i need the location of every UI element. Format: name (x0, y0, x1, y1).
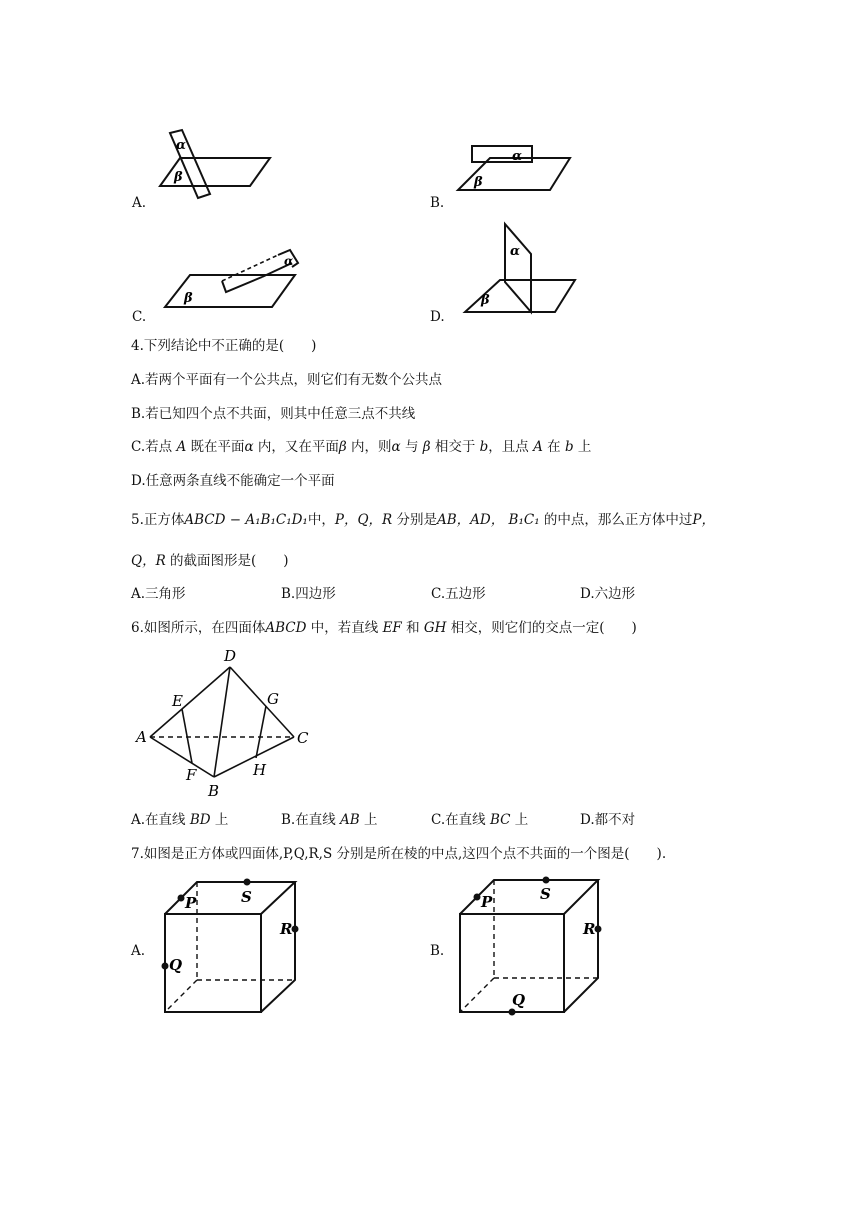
q6-label-h: H (253, 761, 267, 779)
q3-option-a-label: A. (132, 195, 147, 211)
q7-option-a-label: A. (131, 943, 146, 959)
q5-stem-line2: Q，R 的截面图形是( ) (131, 553, 289, 569)
q7b-label-s: S (540, 885, 551, 903)
q7a-point-r (292, 926, 299, 933)
q3b-alpha-label: α (512, 149, 523, 164)
q7a-point-q (162, 963, 169, 970)
q7a-label-r: R (280, 920, 293, 938)
q7a-label-s: S (241, 888, 252, 906)
q6-option-a: A.在直线 BD 上 (131, 812, 229, 828)
q4-option-a: A.若两个平面有一个公共点，则它们有无数个公共点 (131, 372, 443, 388)
q7-stem: 7.如图是正方体或四面体,P,Q,R,S 分别是所在棱的中点,这四个点不共面的一个图是( ). (131, 846, 667, 862)
q4-option-d: D.任意两条直线不能确定一个平面 (131, 473, 335, 489)
q3-figure-d (455, 222, 585, 317)
q3-figure-c (160, 245, 310, 313)
q7b-point-q (509, 1009, 516, 1016)
q7b-label-q: Q (512, 991, 526, 1009)
q7-cube-b (450, 872, 615, 1022)
q5-stem-line1: 5.正方体ABCD − A₁B₁C₁D₁中，P，Q，R 分别是AB，AD， B₁C₁ 的中点，那么正方体中过P， (131, 512, 715, 528)
q7-option-b-label: B. (430, 943, 445, 959)
q3d-beta-label: β (481, 293, 490, 308)
q3-option-c-label: C. (132, 309, 147, 325)
q5-option-b: B.四边形 (281, 586, 336, 602)
q3d-alpha-label: α (510, 244, 521, 259)
q7a-point-p (178, 895, 185, 902)
q6-label-e: E (172, 692, 183, 710)
q6-option-b: B.在直线 AB 上 (281, 812, 378, 828)
q3a-beta-label: β (174, 170, 183, 185)
q6-tetrahedron-figure (132, 645, 322, 805)
q7-cube-a (155, 872, 315, 1022)
q3-figure-a (150, 128, 280, 203)
q3b-beta-label: β (474, 175, 483, 190)
q5-option-d: D.六边形 (580, 586, 636, 602)
q5-option-c: C.五边形 (431, 586, 486, 602)
q4-option-b: B.若已知四个点不共面，则其中任意三点不共线 (131, 406, 416, 422)
q3c-alpha-label: α (284, 254, 294, 268)
q6-option-c: C.在直线 BC 上 (431, 812, 529, 828)
q6-label-d: D (224, 647, 237, 665)
q3-option-d-label: D. (430, 309, 445, 325)
q7b-label-r: R (583, 920, 596, 938)
q5-option-a: A.三角形 (131, 586, 186, 602)
q6-label-c: C (297, 729, 309, 747)
q7a-label-q: Q (169, 956, 183, 974)
q6-label-f: F (186, 766, 197, 784)
q6-label-b: B (208, 782, 220, 800)
q7b-point-s (543, 877, 550, 884)
q3-figure-b (450, 140, 580, 200)
q7a-label-p: P (185, 894, 197, 912)
q6-label-a: A (136, 728, 147, 746)
q3a-alpha-label: α (176, 138, 187, 153)
q3c-beta-label: β (184, 291, 193, 306)
q3-option-b-label: B. (430, 195, 445, 211)
q7b-point-p (474, 894, 481, 901)
q4-stem: 4.下列结论中不正确的是( ) (131, 338, 317, 354)
q6-stem: 6.如图所示，在四面体ABCD 中，若直线 EF 和 GH 相交，则它们的交点一定( ) (131, 620, 637, 636)
q7b-point-r (595, 926, 602, 933)
q7b-label-p: P (481, 893, 493, 911)
q6-option-d: D.都不对 (580, 812, 636, 828)
q6-label-g: G (267, 690, 279, 708)
q7a-point-s (244, 879, 251, 886)
q4-option-c: C.若点 A 既在平面α 内，又在平面β 内，则α 与 β 相交于 b，且点 A 在 b 上 (131, 439, 592, 455)
